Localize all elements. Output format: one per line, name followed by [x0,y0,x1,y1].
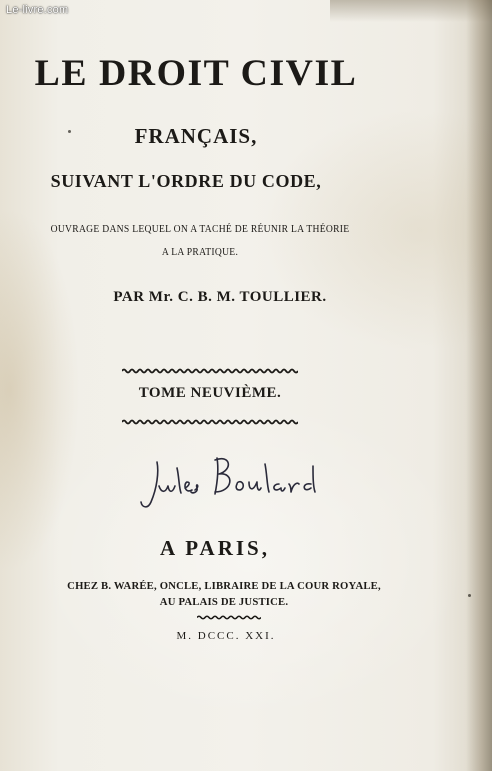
book-subtitle-line: SUIVANT L'ORDRE DU CODE, [50,171,322,191]
publication-place: A PARIS, [160,536,270,560]
ornamental-short-rule-icon [197,615,261,620]
handwritten-signature-icon [135,448,325,518]
publisher-info [7,578,442,610]
paper-speck [68,130,71,133]
publication-date: M. DCCC. XXI. [176,630,276,642]
publisher-line-1: CHEZ B. WARÉE, ONCLE, LIBRAIRE DE LA COUR ROYALE, [67,580,381,592]
paper-speck [468,594,471,597]
watermark: Le-livre.com [6,4,69,16]
description-line-2: A LA PRATIQUE. [161,247,239,258]
book-subtitle: FRANÇAIS, [134,124,258,148]
description-line-1: OUVRAGE DANS LEQUEL ON A TACHÉ DE RÉUNIR LA THÉORIE [50,224,350,235]
book-gutter-shadow [466,0,492,771]
book-title: LE DROIT CIVIL [34,53,358,94]
author-line: PAR Mr. C. B. M. TOULLIER. [113,289,327,305]
publisher-line-2: AU PALAIS DE JUSTICE. [159,596,289,608]
ornamental-rule-bottom-icon [122,419,298,425]
volume-label: TOME NEUVIÈME. [138,385,282,401]
book-description [8,218,392,264]
ornamental-rule-top-icon [122,368,298,374]
